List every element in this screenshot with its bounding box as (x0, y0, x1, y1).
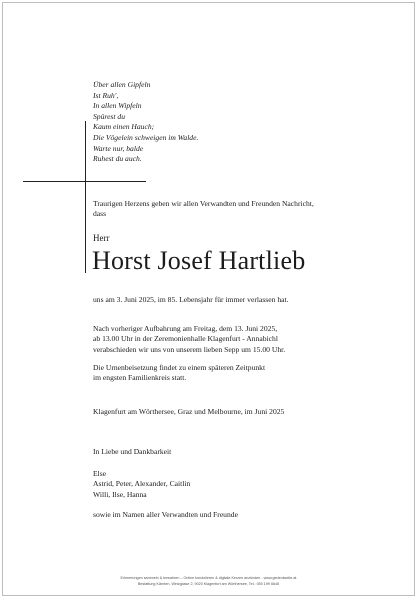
urn-line: im engsten Familienkreis statt. (93, 373, 187, 383)
farewell-line: ab 13.00 Uhr in der Zeremonienhalle Klagenfurt - Annabichl (93, 334, 278, 344)
poem-line: Warte nur, balde (93, 143, 144, 153)
place-date-line: Klagenfurt am Wörthersee, Graz und Melbourne, im Juni 2025 (93, 407, 285, 416)
mourner-line: Astrid, Peter, Alexander, Caitlin (93, 479, 191, 489)
place-date (93, 407, 284, 417)
deceased-name: Horst Josef Hartlieb (92, 246, 306, 275)
footer-line-2: Bestattung Kärnten, Weizgasse 2, 9020 Klagenfurt am Wörthersee, Tel.: 050 199 6648 (137, 582, 280, 586)
farewell-text (93, 324, 285, 355)
poem-line: Ruhest du auch. (93, 154, 142, 164)
relatives-line: sowie im Namen aller Verwandten und Freunde (93, 510, 238, 519)
closing-line: In Liebe und Dankbarkeit (93, 447, 172, 456)
mourner-line: Willi, Ilse, Hanna (93, 489, 147, 499)
poem-line: In allen Wipfeln (93, 101, 142, 111)
urn-burial-text (93, 363, 265, 384)
obituary-page (2, 2, 415, 596)
intro-line: Traurigen Herzens geben wir allen Verwandten und Freunden Nachricht, (93, 199, 314, 208)
footer-line-1: Erinnerungen sammeln & bewahren – Online kondolieren & digitale Kerzen anzünden - www.gedenkseite.at (120, 576, 297, 580)
death-notice (93, 295, 289, 305)
poem (93, 80, 198, 165)
intro-line: dass (93, 209, 107, 219)
salutation: Herr (93, 233, 110, 243)
cross-vertical-bar (85, 121, 86, 273)
cross-horizontal-bar (23, 181, 146, 182)
relatives-note (93, 510, 238, 520)
farewell-line: verabschieden wir uns von unserem lieben Sepp um 15.00 Uhr. (93, 344, 286, 354)
mourner-line: Else (93, 469, 107, 478)
poem-line: Spürest du (93, 111, 125, 121)
closing (93, 447, 171, 457)
mourners-list (93, 469, 190, 500)
farewell-line: Nach vorheriger Aufbahrung am Freitag, dem 13. Juni 2025, (93, 324, 278, 333)
poem-line: Ist Ruh', (93, 90, 119, 100)
poem-line: Über allen Gipfeln (93, 80, 151, 89)
death-line: uns am 3. Juni 2025, im 85. Lebensjahr für immer verlassen hat. (93, 295, 289, 304)
poem-line: Kaum einen Hauch; (93, 122, 155, 132)
urn-line: Die Urnenbeisetzung findet zu einem späteren Zeitpunkt (93, 363, 266, 372)
poem-line: Die Vögelein schweigen im Walde. (93, 132, 199, 142)
intro-text (93, 199, 314, 220)
